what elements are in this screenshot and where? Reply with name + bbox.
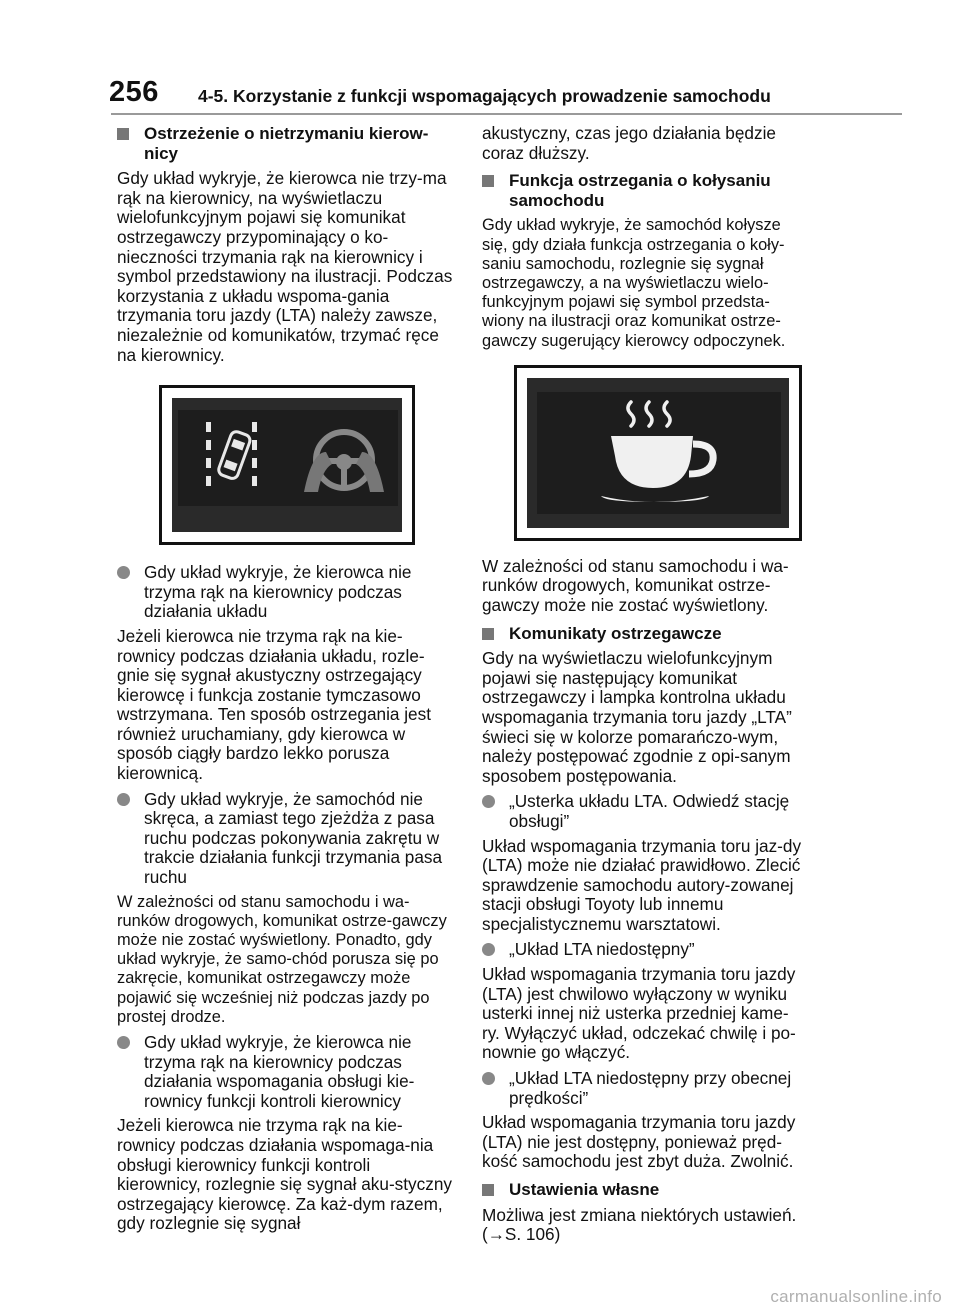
bullet-icon [117, 793, 130, 806]
section-square-icon [482, 628, 494, 640]
section-heading: Funkcja ostrzegania o kołysaniu samochodu [482, 171, 804, 210]
section-square-icon [482, 175, 494, 187]
paragraph: Gdy na wyświetlaczu wielofunkcyjnym pojawi się następujący komunikat ostrzegawczy i lampka kontrolna układu wspomagania trzymania toru jazdy „LTA” świeci się w kolorze pomarańczo-wym, należy postępować zgodnie z opi-sanym sposobem postępowania. [482, 648, 792, 786]
coffee-cup-icon [597, 396, 727, 516]
right-column [482, 124, 804, 1248]
paragraph: Możliwa jest zmiana niektórych ustawień. (→S. 106) [482, 1204, 797, 1245]
bullet-item: Gdy układ wykryje, że kierowca nie trzyma rąk na kierownicy podczas działania wspomagania obsługi kie-rownicy funkcji kontroli kierownicy [117, 1033, 457, 1111]
header-rule [111, 113, 902, 115]
section-heading: Ostrzeżenie o nietrzymaniu kierow-nicy [117, 124, 457, 163]
page-header [0, 0, 960, 120]
watermark: carmanualsonline.info [770, 1287, 942, 1306]
paragraph: Jeżeli kierowca nie trzyma rąk na kie-rownicy podczas działania układu, rozle-gnie się sygnał akustyczny ostrzegający kierowcę i funkcja zostanie tymczasowo wstrzymana. Ten sposób ostrzegania jest również uruchamiany, gdy kierowca w sposób ciągły bardzo lekko porusza kierownicą. [117, 625, 431, 784]
paragraph: Układ wspomagania trzymania toru jazdy (LTA) nie jest dostępny, ponieważ pręd-kość samochodu jest zbyt duża. Zwolnić. [482, 1112, 796, 1172]
bullet-icon [482, 795, 495, 808]
bullet-item: „Układ LTA niedostępny przy obecnej prędkości” [482, 1069, 804, 1108]
paragraph: Jeżeli kierowca nie trzyma rąk na kie-rownicy podczas działania wspomaga-nia obsługi kierownicy funkcji kontroli kierownicy, rozlegnie się sygnał aku-styczny ostrzegający kierowcę. Za każ-dym razem, gdy rozlegnie się sygnał [117, 1115, 452, 1234]
bullet-item: Gdy układ wykryje, że kierowca nie trzyma rąk na kierownicy podczas działania układu [117, 563, 457, 622]
bullet-icon [117, 566, 130, 579]
paragraph: W zależności od stanu samochodu i wa-runków drogowych, komunikat ostrze-gawczy może nie zostać wyświetlony. [482, 555, 789, 615]
paragraph: Układ wspomagania trzymania toru jaz-dy (LTA) może nie działać prawidłowo. Zlecić sprawdzenie samochodu autory-zowanej stacji obsługi Toyoty lub innemu specjalistycznemu warsztatowi. [482, 835, 802, 934]
coffee-cup-figure [514, 365, 802, 541]
bullet-item: „Układ LTA niedostępny” [482, 940, 804, 960]
section-square-icon [482, 1184, 494, 1196]
hands-off-wheel-figure [159, 385, 415, 545]
section-heading: Ustawienia własne [482, 1180, 804, 1200]
bullet-icon [117, 1036, 130, 1049]
steering-wheel-icon [302, 422, 386, 498]
bullet-icon [482, 943, 495, 956]
paragraph: Gdy układ wykryje, że samochód kołysze się, gdy działa funkcja ostrzegania o koły-saniu samochodu, rozlegnie się sygnał ostrzegawczy, a na wyświetlaczu wielo-funkcyjnym pojawi się symbol przedsta-wiony na ilustracji oraz komunikat ostrze-gawczy sugerujący kierowcy odpoczynek. [482, 216, 786, 350]
left-column [117, 124, 457, 1237]
bullet-item: „Usterka układu LTA. Odwiedź stację obsługi” [482, 792, 804, 831]
bullet-icon [482, 1072, 495, 1085]
paragraph: Układ wspomagania trzymania toru jazdy (LTA) jest chwilowo wyłączony w wyniku usterki innej niż usterka przedniej kame-ry. Wyłączyć układ, odczekać chwilę i po-nownie go włączyć. [482, 964, 796, 1063]
chapter-title: 4-5. Korzystanie z funkcji wspomagających prowadzenie samochodu [198, 86, 771, 106]
section-square-icon [117, 128, 129, 140]
paragraph: Gdy układ wykryje, że kierowca nie trzy-ma rąk na kierownicy, na wyświetlaczu wielofunkcyjnym pojawi się komunikat ostrzegawczy przypominający o ko-nieczności trzymania rąk na kierownicy i symbol przedstawiony na ilustracji. Podczas korzystania z układu wspoma-gania trzymania toru jazdy (LTA) należy zawsze, niezależnie od komunikatów, trzymać ręce na kierownicy. [117, 168, 453, 365]
paragraph: akustyczny, czas jego działania będzie coraz dłuższy. [482, 123, 776, 163]
bullet-item: Gdy układ wykryje, że samochód nie skręca, a zamiast tego zjeżdża z pasa ruchu podczas pokonywania zakrętu w trakcie działania funkcji trzymania pasa ruchu [117, 790, 457, 888]
section-heading: Komunikaty ostrzegawcze [482, 624, 804, 644]
page-number: 256 [109, 76, 159, 108]
paragraph: W zależności od stanu samochodu i wa-runków drogowych, komunikat ostrze-gawczy może nie zostać wyświetlony. Ponadto, gdy układ wykryje, że samo-chód porusza się po zakręcie, komunikat ostrzegawczy może pojawić się wcześniej niż podczas jazdy po prostej drodze. [117, 892, 447, 1026]
